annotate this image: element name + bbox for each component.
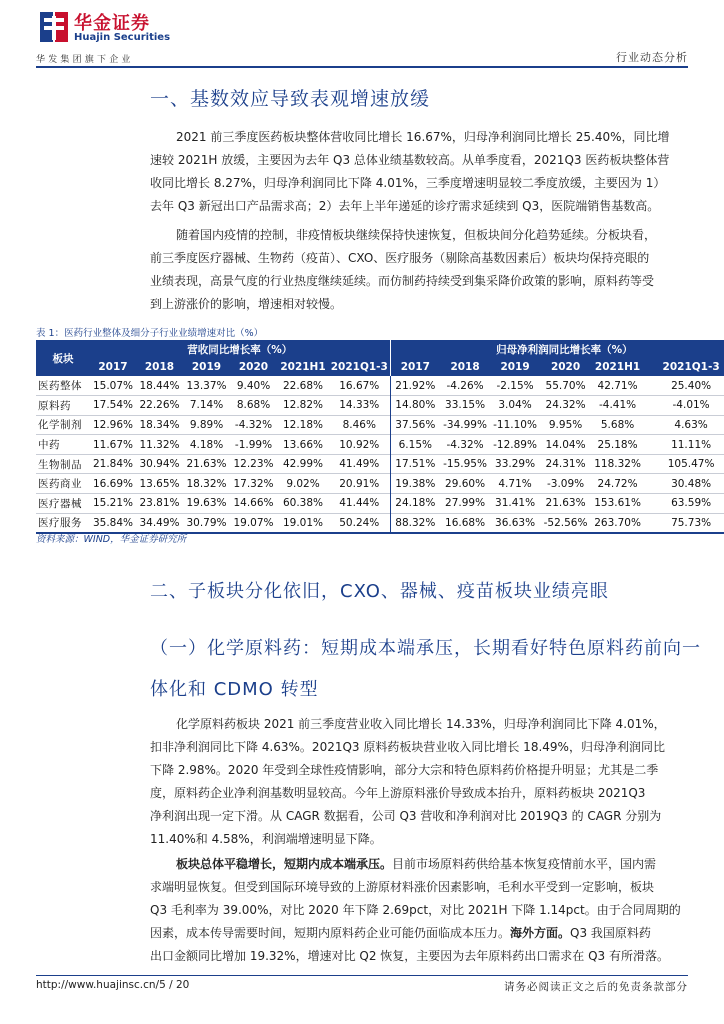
section-1-paragraph-2 — [150, 224, 688, 316]
revenue-growth-cell: 16.67% — [339, 379, 380, 392]
revenue-growth-cell: 20.91% — [339, 477, 380, 490]
revenue-growth-cell: 17.54% — [92, 399, 134, 412]
revenue-growth-cell: 21.84% — [92, 458, 134, 471]
column-header-year: 2019 — [183, 358, 230, 376]
revenue-growth-cell: 8.46% — [342, 418, 376, 431]
profit-growth-cell: 14.04% — [545, 438, 586, 451]
profit-growth-cell: 4.71% — [498, 477, 532, 490]
table-row — [36, 396, 724, 416]
text-line: 去年 Q3 新冠出口产品需求高；2）去年上半年递延的诊疗需求延续到 Q3，医院端销售基数高。 — [150, 199, 660, 213]
revenue-growth-cell: 4.18% — [189, 438, 224, 451]
profit-growth-cell: 75.73% — [671, 516, 712, 529]
table-row — [36, 415, 724, 435]
revenue-growth-cell: 30.94% — [139, 458, 180, 471]
profit-growth-cell: -34.99% — [443, 418, 487, 431]
profit-growth-cell: -3.09% — [546, 477, 585, 490]
header-divider — [36, 66, 688, 68]
profit-growth-cell: 63.59% — [671, 497, 712, 510]
column-header-year: 2021Q1-3 — [329, 358, 390, 376]
column-header-year: 2021Q1-3 — [644, 358, 724, 376]
row-label-sector: 医药商业 — [38, 478, 82, 491]
profit-growth-cell: 31.41% — [495, 497, 536, 510]
text-line: 化学原料药板块 2021 前三季度营业收入同比增长 14.33%，归母净利润同比下降 4.01%， — [176, 717, 666, 731]
huajin-logo-icon — [40, 12, 68, 42]
profit-growth-cell: 4.63% — [674, 418, 708, 431]
revenue-growth-cell: 15.07% — [92, 379, 134, 392]
revenue-growth-cell: 9.02% — [286, 477, 320, 490]
revenue-growth-cell: 12.82% — [282, 399, 324, 412]
section-2-paragraph-2 — [150, 853, 688, 968]
text-line: 前三季度医疗器械、生物药（疫苗）、CXO、医疗服务（剔除高基数因素后）板块均保持亮眼的 — [150, 251, 650, 265]
revenue-growth-cell: 60.38% — [282, 497, 324, 510]
text-line: 求端明显恢复。但受到国际环境导致的上游原材料涨价因素影响，毛利水平受到一定影响，板块 — [150, 880, 655, 894]
revenue-growth-cell: 8.68% — [236, 399, 271, 412]
group-slogan: 华发集团旗下企业 — [36, 55, 134, 65]
text-run: 因素，成本传导需要时间，短期内原料药企业可能仍面临成本压力。 — [150, 926, 511, 940]
table-header-year-row — [36, 358, 724, 376]
text-line: 下降 2.98%。2020 年受到全球性疫情影响，部分大宗和特色原料药价格提升明显；尤其是二季 — [150, 763, 659, 777]
profit-growth-cell: 24.32% — [545, 399, 586, 412]
section-1-paragraph-1 — [150, 126, 688, 218]
revenue-growth-cell: 14.66% — [233, 497, 274, 510]
profit-growth-cell: 21.63% — [545, 497, 586, 510]
column-group-revenue: 营收同比增长率（%） — [90, 340, 390, 358]
text-line: 随着国内疫情的控制，非疫情板块继续保持快速恢复，但板块间分化趋势延续。分板块看， — [176, 228, 657, 242]
profit-growth-cell: 153.61% — [594, 497, 641, 510]
profit-growth-cell: -52.56% — [543, 516, 588, 529]
profit-growth-cell: 105.47% — [667, 458, 715, 471]
table-row — [36, 513, 724, 533]
column-header-year: 2017 — [90, 358, 136, 376]
profit-growth-cell: -2.15% — [496, 379, 534, 392]
revenue-growth-cell: 7.14% — [189, 399, 224, 412]
profit-growth-cell: -15.95% — [443, 458, 487, 471]
profit-growth-cell: -4.32% — [446, 438, 484, 451]
revenue-growth-cell: 30.79% — [186, 516, 227, 529]
column-group-profit: 归母净利润同比增长率（%） — [390, 340, 724, 358]
section-2-paragraph-1 — [150, 713, 688, 851]
growth-comparison-table — [36, 340, 724, 534]
profit-growth-cell: 55.70% — [545, 379, 586, 392]
logo-english-name: Huajin Securities — [74, 32, 171, 43]
profit-growth-cell: 3.04% — [498, 399, 532, 412]
revenue-growth-cell: 19.63% — [186, 497, 227, 510]
revenue-growth-cell: 35.84% — [92, 516, 134, 529]
text-run: 目前市场原料药供给基本恢复疫情前水平，国内需 — [392, 857, 657, 871]
subsection-title-line-1: （一）化学原料药：短期成本端承压，长期看好特色原料药前向一 — [150, 638, 701, 659]
revenue-growth-cell: 12.96% — [92, 418, 134, 431]
column-header-year: 2018 — [136, 358, 183, 376]
profit-growth-cell: 25.40% — [671, 379, 712, 392]
footer-url-page-number[interactable]: http://www.huajinsc.cn/5 / 20 — [36, 979, 190, 991]
row-label-sector: 中药 — [38, 439, 60, 452]
page-header — [36, 8, 688, 68]
revenue-growth-cell: 34.49% — [139, 516, 180, 529]
text-line: 扣非净利润同比下降 4.63%。2021Q3 原料药板块营业收入同比增长 18.49%，归母净利润同比 — [150, 740, 665, 754]
profit-growth-cell: 33.29% — [495, 458, 536, 471]
profit-growth-cell: 24.18% — [390, 494, 440, 514]
revenue-growth-cell: 11.67% — [92, 438, 134, 451]
text-line: 收同比增长 8.27%，归母净利润同比下降 4.01%，三季度增速明显较二季度放缓，主要因为 1） — [150, 176, 666, 190]
profit-growth-cell: 30.48% — [671, 477, 712, 490]
profit-growth-cell: 19.38% — [390, 474, 440, 494]
profit-growth-cell: 6.15% — [390, 435, 440, 455]
revenue-growth-cell: 18.32% — [186, 477, 227, 490]
row-label-sector: 医药整体 — [38, 380, 82, 393]
table-caption: 表 1：医药行业整体及细分子行业业绩增速对比（%） — [36, 328, 264, 339]
company-logo — [40, 10, 180, 50]
row-label-sector: 医疗服务 — [38, 517, 82, 530]
text-line: 业绩表现，高景气度的行业热度继续延续。而仿制药持续受到集采降价政策的影响，原料药等受 — [150, 274, 655, 288]
revenue-growth-cell: 13.37% — [186, 379, 227, 392]
revenue-growth-cell: 17.32% — [233, 477, 274, 490]
table-row — [36, 376, 724, 396]
profit-growth-cell: 16.68% — [445, 516, 486, 529]
profit-growth-cell: 118.32% — [594, 458, 641, 471]
revenue-growth-cell: -4.32% — [234, 418, 273, 431]
profit-growth-cell: 29.60% — [445, 477, 486, 490]
revenue-growth-cell: 41.44% — [339, 497, 380, 510]
profit-growth-cell: 263.70% — [594, 516, 641, 529]
column-header-year: 2017 — [390, 358, 440, 376]
row-label-sector: 原料药 — [38, 399, 71, 412]
table-row — [36, 435, 724, 455]
text-line: 11.40%和 4.58%，利润端增速明显下降。 — [150, 832, 382, 846]
footer-divider — [36, 975, 688, 976]
text-line — [150, 853, 688, 876]
row-label-sector: 生物制品 — [38, 458, 82, 471]
text-line: 度，原料药企业净利润基数明显较高。今年上游原料涨价导致成本抬升，原料药板块 2021Q3 — [150, 786, 646, 800]
revenue-growth-cell: 12.23% — [233, 458, 274, 471]
table-header-group-row — [36, 340, 724, 358]
revenue-growth-cell: 22.68% — [282, 379, 324, 392]
profit-growth-cell: 9.95% — [548, 418, 583, 431]
profit-growth-cell: 36.63% — [495, 516, 536, 529]
table-body — [36, 376, 724, 533]
profit-growth-cell: 5.68% — [600, 418, 635, 431]
revenue-growth-cell: 14.33% — [339, 399, 380, 412]
section-1-title: 一、基数效应导致表观增速放缓 — [150, 88, 431, 110]
profit-growth-cell: -4.26% — [446, 379, 484, 392]
profit-growth-cell: 24.72% — [597, 477, 638, 490]
column-header-year: 2021H1 — [277, 358, 329, 376]
table-row — [36, 474, 724, 494]
revenue-growth-cell: 13.66% — [282, 438, 324, 451]
profit-growth-cell: 17.51% — [390, 454, 440, 474]
revenue-growth-cell: -1.99% — [234, 438, 273, 451]
text-line: 到上游涨价的影响，增速相对较慢。 — [150, 297, 343, 311]
column-header-year: 2020 — [230, 358, 277, 376]
text-line: Q3 毛利率为 39.00%，对比 2020 年下降 2.69pct，对比 2021H 下降 1.14pct。由于合同周期的 — [150, 903, 681, 917]
revenue-growth-cell: 42.99% — [282, 458, 324, 471]
footer-disclaimer: 请务必阅读正文之后的免责条款部分 — [504, 981, 688, 993]
text-line: 2021 前三季度医药板块整体营收同比增长 16.67%，归母净利润同比增长 25.40%，同比增 — [176, 130, 670, 144]
column-header-year: 2020 — [540, 358, 591, 376]
profit-growth-cell: -4.41% — [598, 399, 637, 412]
revenue-growth-cell: 9.40% — [236, 379, 271, 392]
profit-growth-cell: 24.31% — [545, 458, 586, 471]
profit-growth-cell: 42.71% — [597, 379, 638, 392]
subsection-title-line-2: 体化和 CDMO 转型 — [150, 679, 319, 700]
revenue-growth-cell: 9.89% — [189, 418, 224, 431]
revenue-growth-cell: 50.24% — [339, 516, 380, 529]
profit-growth-cell: -4.01% — [672, 399, 710, 412]
profit-growth-cell: 33.15% — [445, 399, 486, 412]
revenue-growth-cell: 18.44% — [139, 379, 180, 392]
column-header-year: 2019 — [490, 358, 540, 376]
profit-growth-cell: 11.11% — [671, 438, 712, 451]
column-header-year: 2021H1 — [591, 358, 644, 376]
revenue-growth-cell: 11.32% — [139, 438, 180, 451]
profit-growth-cell: -11.10% — [493, 418, 537, 431]
revenue-growth-cell: 18.34% — [139, 418, 180, 431]
section-2-title: 二、子板块分化依旧，CXO、器械、疫苗板块业绩亮眼 — [150, 581, 609, 602]
revenue-growth-cell: 19.01% — [282, 516, 324, 529]
revenue-growth-cell: 13.65% — [139, 477, 180, 490]
text-run: Q3 我国原料药 — [570, 926, 651, 940]
column-header-sector: 板块 — [36, 340, 90, 376]
table-source-note: 资料来源：WIND，华金证券研究所 — [36, 534, 187, 545]
revenue-growth-cell: 10.92% — [339, 438, 380, 451]
row-label-sector: 医疗器械 — [38, 497, 82, 510]
logo-chinese-name: 华金证券 — [74, 13, 150, 34]
profit-growth-cell: 21.92% — [390, 376, 440, 396]
profit-growth-cell: 88.32% — [390, 513, 440, 533]
profit-growth-cell: -12.89% — [493, 438, 537, 451]
profit-growth-cell: 25.18% — [597, 438, 638, 451]
revenue-growth-cell: 15.21% — [92, 497, 134, 510]
table-row — [36, 454, 724, 474]
revenue-growth-cell: 19.07% — [233, 516, 274, 529]
bold-lead: 板块总体平稳增长，短期内成本端承压。 — [176, 857, 393, 871]
revenue-growth-cell: 22.26% — [139, 399, 180, 412]
bold-lead: 海外方面。 — [510, 926, 571, 940]
revenue-growth-cell: 41.49% — [339, 458, 380, 471]
table-row — [36, 494, 724, 514]
revenue-growth-cell: 12.18% — [282, 418, 324, 431]
revenue-growth-cell: 16.69% — [92, 477, 134, 490]
profit-growth-cell: 37.56% — [390, 415, 440, 435]
text-line: 净利润出现一定下滑。从 CAGR 数据看，公司 Q3 营收和净利润对比 2019Q3 的 CAGR 分别为 — [150, 809, 662, 823]
profit-growth-cell: 27.99% — [445, 497, 486, 510]
text-line: 速较 2021H 放缓，主要因为去年 Q3 总体业绩基数较高。从单季度看，2021Q3 医药板块整体营 — [150, 153, 670, 167]
row-label-sector: 化学制剂 — [38, 419, 82, 432]
revenue-growth-cell: 21.63% — [186, 458, 227, 471]
text-line: 出口金额同比增加 19.32%，增速对比 Q2 恢复，主要因为去年原料药出口需求在 Q3 有所滑落。 — [150, 949, 669, 963]
text-line — [150, 922, 688, 945]
column-header-year: 2018 — [440, 358, 490, 376]
revenue-growth-cell: 23.81% — [139, 497, 180, 510]
report-type-label: 行业动态分析 — [616, 51, 688, 64]
profit-growth-cell: 14.80% — [390, 396, 440, 416]
